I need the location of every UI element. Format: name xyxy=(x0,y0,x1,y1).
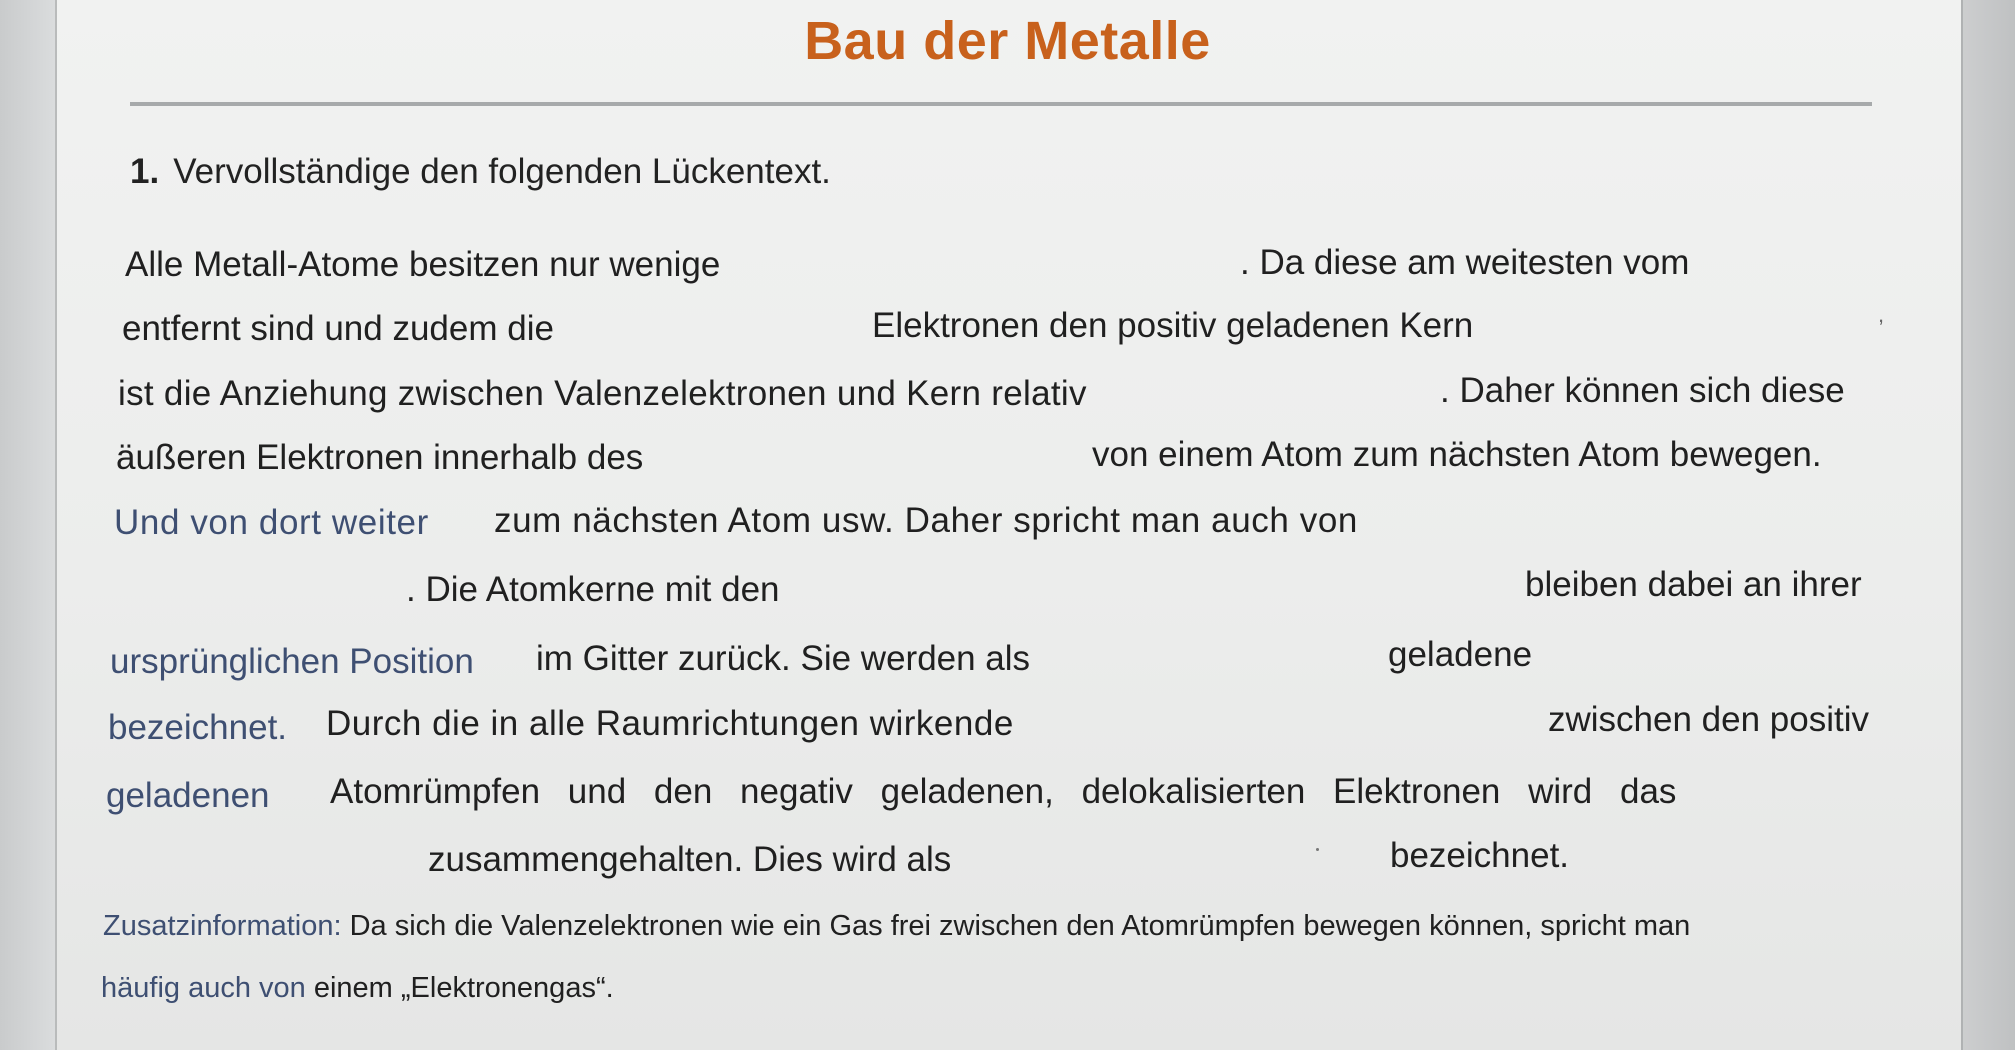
text-line-8c: zwischen den positiv xyxy=(1548,700,1869,739)
note-text-1: Da sich die Valenzelektronen wie ein Gas frei zwischen den Atomrümpfen bewegen können, spricht man xyxy=(349,910,1691,942)
text-line-10a: zusammengehalten. Dies wird als xyxy=(428,840,952,879)
task-text: Vervollständige den folgenden Lückentext. xyxy=(173,152,831,191)
note-text-2b: einem „Elektronengas“. xyxy=(313,972,614,1004)
text-line-3b: . Daher können sich diese xyxy=(1440,371,1845,410)
page-title: Bau der Metalle xyxy=(804,11,1211,71)
text-line-2a: entfernt sind und zudem die xyxy=(122,309,554,348)
text-line-2c: , xyxy=(1878,302,1885,327)
text-line-8b: Durch die in alle Raumrichtungen wirkende xyxy=(326,704,1014,743)
title-divider xyxy=(130,102,1872,106)
note-line-2 xyxy=(101,972,614,1005)
task-number: 1. xyxy=(130,152,160,191)
note-label: Zusatzinformation: xyxy=(103,910,342,942)
text-line-7a: ursprünglichen Position xyxy=(110,642,474,681)
text-line-3a: ist die Anziehung zwischen Valenzelektronen und Kern relativ xyxy=(118,374,1087,413)
text-line-10b: bezeichnet. xyxy=(1390,836,1570,875)
text-line-4a: äußeren Elektronen innerhalb des xyxy=(116,438,644,477)
text-line-7c: geladene xyxy=(1388,635,1533,674)
text-line-9b: Atomrümpfen und den negativ geladenen, delokalisierten Elektronen wird das xyxy=(330,772,1677,811)
text-line-6b: bleiben dabei an ihrer xyxy=(1525,565,1862,604)
text-line-4b: von einem Atom zum nächsten Atom bewegen. xyxy=(1092,435,1822,474)
task-heading xyxy=(130,152,831,192)
note-line-1 xyxy=(103,910,1690,943)
text-line-5b: zum nächsten Atom usw. Daher spricht man auch von xyxy=(494,501,1358,540)
text-line-1a: Alle Metall-Atome besitzen nur wenige xyxy=(125,245,721,284)
text-line-8a: bezeichnet. xyxy=(108,708,288,747)
text-line-6a: . Die Atomkerne mit den xyxy=(406,570,780,609)
note-text-2a: häufig auch von xyxy=(101,972,306,1004)
text-line-2b: Elektronen den positiv geladenen Kern xyxy=(872,306,1474,345)
blank-mark xyxy=(1316,848,1319,851)
text-line-7b: im Gitter zurück. Sie werden als xyxy=(536,639,1031,678)
text-line-9a: geladenen xyxy=(106,776,270,815)
text-line-1b: . Da diese am weitesten vom xyxy=(1240,243,1690,282)
text-line-5a: Und von dort weiter xyxy=(114,503,429,542)
